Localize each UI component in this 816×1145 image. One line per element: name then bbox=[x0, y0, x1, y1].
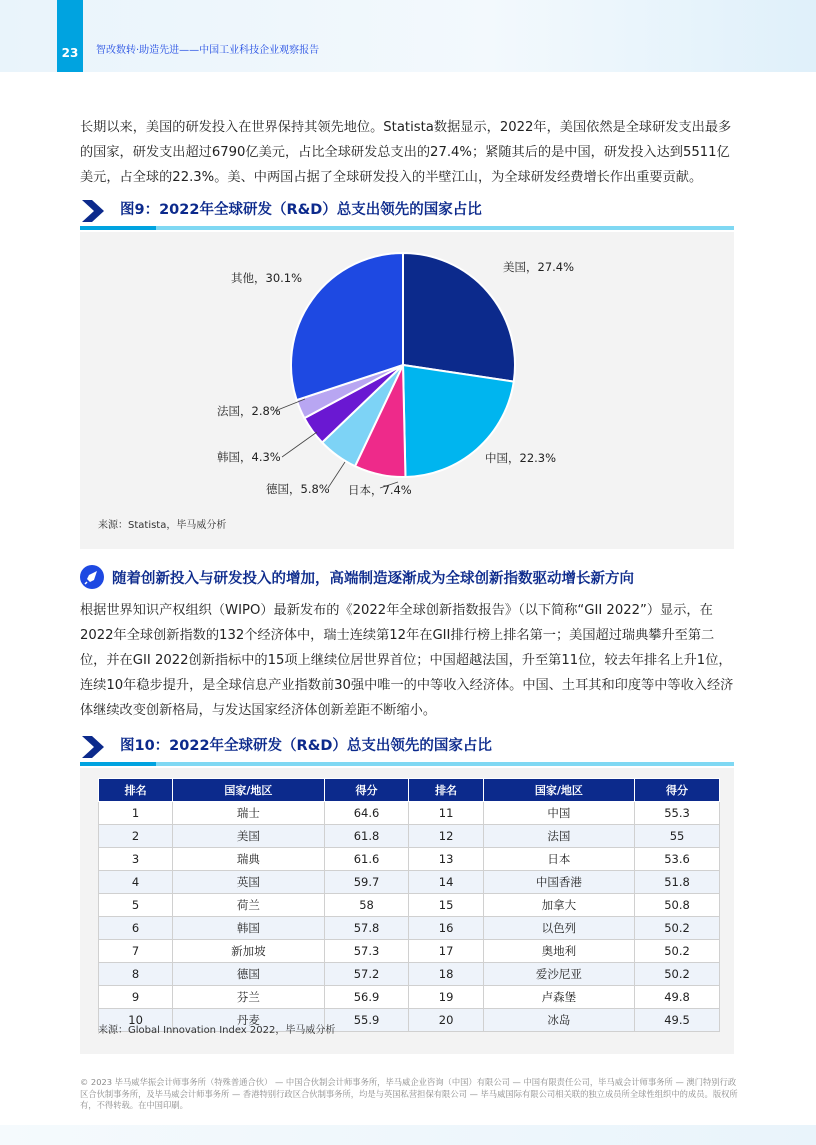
table-cell: 61.8 bbox=[324, 825, 409, 848]
table-cell: 爱沙尼亚 bbox=[483, 963, 634, 986]
table-cell: 7 bbox=[99, 940, 173, 963]
chevron-right-icon bbox=[80, 734, 106, 760]
pie-label: 其他，30.1% bbox=[231, 271, 303, 285]
table-row bbox=[99, 940, 720, 963]
table-cell: 16 bbox=[409, 917, 483, 940]
table-cell: 15 bbox=[409, 894, 483, 917]
footer-copyright: © 2023 毕马威华振会计师事务所（特殊普通合伙） — 中国合伙制会计师事务所，毕马威企业咨询（中国）有限公司 — 中国有限责任公司，毕马威会计师事务所 — 澳门特别行政区合伙制事务所，及毕马威会计师事务所 — 香港特别行政区合伙制事务所，均是与英国私营担保有限公司 — 毕马威国际有限公司相关联的独立成员所全球性组织中的成员。版权所有，不得转载。在中国印刷。 bbox=[80, 1077, 738, 1110]
table-cell: 日本 bbox=[483, 848, 634, 871]
table-cell: 韩国 bbox=[173, 917, 324, 940]
heading-underline bbox=[80, 226, 734, 230]
table-row bbox=[99, 986, 720, 1009]
table-row bbox=[99, 917, 720, 940]
table-cell: 荷兰 bbox=[173, 894, 324, 917]
figure9-heading bbox=[80, 196, 734, 230]
pie-label: 韩国，4.3% bbox=[217, 450, 281, 464]
pie-label: 法国，2.8% bbox=[217, 404, 281, 418]
table-header-cell: 国家/地区 bbox=[173, 779, 324, 802]
table-cell: 1 bbox=[99, 802, 173, 825]
figure9-title: 图9：2022年全球研发（R&D）总支出领先的国家占比 bbox=[120, 202, 482, 218]
figure9-panel bbox=[80, 232, 734, 549]
table-cell: 49.8 bbox=[635, 986, 720, 1009]
table-cell: 瑞士 bbox=[173, 802, 324, 825]
table-row bbox=[99, 871, 720, 894]
table-cell: 瑞典 bbox=[173, 848, 324, 871]
table-cell: 卢森堡 bbox=[483, 986, 634, 1009]
table-cell: 13 bbox=[409, 848, 483, 871]
table-cell: 加拿大 bbox=[483, 894, 634, 917]
leader-line bbox=[282, 432, 317, 457]
figure10-title: 图10：2022年全球研发（R&D）总支出领先的国家占比 bbox=[120, 738, 492, 754]
table-header-row bbox=[99, 779, 720, 802]
table-cell: 14 bbox=[409, 871, 483, 894]
leader-line bbox=[328, 462, 345, 488]
table-cell: 59.7 bbox=[324, 871, 409, 894]
table-cell: 57.2 bbox=[324, 963, 409, 986]
table-cell: 50.2 bbox=[635, 963, 720, 986]
table-cell: 55 bbox=[635, 825, 720, 848]
table-header-cell: 排名 bbox=[409, 779, 483, 802]
heading-underline bbox=[80, 762, 734, 766]
table-cell: 12 bbox=[409, 825, 483, 848]
section-paragraph: 根据世界知识产权组织（WIPO）最新发布的《2022年全球创新指数报告》（以下简称“GII 2022”）显示，在2022年全球创新指数的132个经济体中，瑞士连续第12年在GII排行榜上排名第一；美国超过瑞典攀升至第二位，并在GII 2022创新指标中的15项上继续位居世界首位；中国超越法国，升至第11位，较去年排名上升1位，连续10年稳步提升，是全球信息产业指数前30强中唯一的中等收入经济体。中国、土耳其和印度等中等收入经济体继续改变创新格局，与发达国家经济体创新差距不断缩小。 bbox=[80, 603, 734, 718]
page-number-tab bbox=[57, 0, 83, 72]
pie-label: 美国，27.4% bbox=[503, 260, 575, 274]
table-cell: 56.9 bbox=[324, 986, 409, 1009]
table-cell: 法国 bbox=[483, 825, 634, 848]
figure10-heading bbox=[80, 732, 734, 766]
table-cell: 10 bbox=[99, 1009, 173, 1032]
table-header-cell: 国家/地区 bbox=[483, 779, 634, 802]
table-cell: 50.8 bbox=[635, 894, 720, 917]
table-cell: 9 bbox=[99, 986, 173, 1009]
table-header-cell: 排名 bbox=[99, 779, 173, 802]
table-cell: 50.2 bbox=[635, 917, 720, 940]
header-bar bbox=[0, 0, 816, 72]
section-heading-text: 随着创新投入与研发投入的增加，高端制造逐渐成为全球创新指数驱动增长新方向 bbox=[112, 571, 634, 587]
table-cell: 58 bbox=[324, 894, 409, 917]
table-cell: 美国 bbox=[173, 825, 324, 848]
table-cell: 61.6 bbox=[324, 848, 409, 871]
figure10-source: 来源：Global Innovation Index 2022，毕马威分析 bbox=[98, 1025, 336, 1036]
pie-label: 德国，5.8% bbox=[266, 482, 330, 496]
pie-chart bbox=[80, 232, 734, 512]
table-cell: 中国 bbox=[483, 802, 634, 825]
table-row bbox=[99, 894, 720, 917]
table-cell: 5 bbox=[99, 894, 173, 917]
table-cell: 以色列 bbox=[483, 917, 634, 940]
table-cell: 丹麦 bbox=[173, 1009, 324, 1032]
table-cell: 德国 bbox=[173, 963, 324, 986]
table-cell: 芬兰 bbox=[173, 986, 324, 1009]
section-heading bbox=[80, 563, 740, 591]
page-number: 23 bbox=[61, 46, 79, 60]
table-cell: 57.8 bbox=[324, 917, 409, 940]
table-cell: 3 bbox=[99, 848, 173, 871]
table-cell: 新加坡 bbox=[173, 940, 324, 963]
table-cell: 20 bbox=[409, 1009, 483, 1032]
figure9-source: 来源：Statista，毕马威分析 bbox=[98, 520, 227, 531]
table-cell: 50.2 bbox=[635, 940, 720, 963]
pie-slice-美国 bbox=[403, 253, 515, 382]
pie-label: 日本，7.4% bbox=[348, 483, 412, 497]
table-cell: 49.5 bbox=[635, 1009, 720, 1032]
table-header-cell: 得分 bbox=[635, 779, 720, 802]
table-cell: 18 bbox=[409, 963, 483, 986]
running-title: 智改数转·助造先进——中国工业科技企业观察报告 bbox=[96, 45, 320, 56]
table-cell: 55.9 bbox=[324, 1009, 409, 1032]
figure10-panel bbox=[80, 768, 734, 1054]
table-row bbox=[99, 963, 720, 986]
chevron-right-icon bbox=[80, 198, 106, 224]
table-cell: 11 bbox=[409, 802, 483, 825]
table-cell: 英国 bbox=[173, 871, 324, 894]
table-cell: 4 bbox=[99, 871, 173, 894]
table-row bbox=[99, 825, 720, 848]
table-cell: 2 bbox=[99, 825, 173, 848]
innovation-ranking-table bbox=[98, 778, 720, 1032]
table-cell: 奥地利 bbox=[483, 940, 634, 963]
table-cell: 53.6 bbox=[635, 848, 720, 871]
table-cell: 57.3 bbox=[324, 940, 409, 963]
intro-paragraph: 长期以来，美国的研发投入在世界保持其领先地位。Statista数据显示，2022年，美国依然是全球研发支出最多的国家，研发支出超过6790亿美元，占比全球研发总支出的27.4%；紧随其后的是中国，研发投入达到5511亿美元，占全球的22.3%。美、中两国占据了全球研发投入的半壁江山，为全球研发经费增长作出重要贡献。 bbox=[80, 120, 732, 185]
table-header-cell: 得分 bbox=[324, 779, 409, 802]
table-cell: 55.3 bbox=[635, 802, 720, 825]
table-cell: 17 bbox=[409, 940, 483, 963]
table-cell: 6 bbox=[99, 917, 173, 940]
table-cell: 19 bbox=[409, 986, 483, 1009]
table-cell: 8 bbox=[99, 963, 173, 986]
table-row bbox=[99, 802, 720, 825]
rocket-icon bbox=[80, 565, 104, 589]
table-cell: 中国香港 bbox=[483, 871, 634, 894]
table-row bbox=[99, 848, 720, 871]
table-cell: 64.6 bbox=[324, 802, 409, 825]
table-cell: 51.8 bbox=[635, 871, 720, 894]
table-cell: 冰岛 bbox=[483, 1009, 634, 1032]
pie-label: 中国，22.3% bbox=[485, 451, 557, 465]
footer-band bbox=[0, 1125, 816, 1145]
